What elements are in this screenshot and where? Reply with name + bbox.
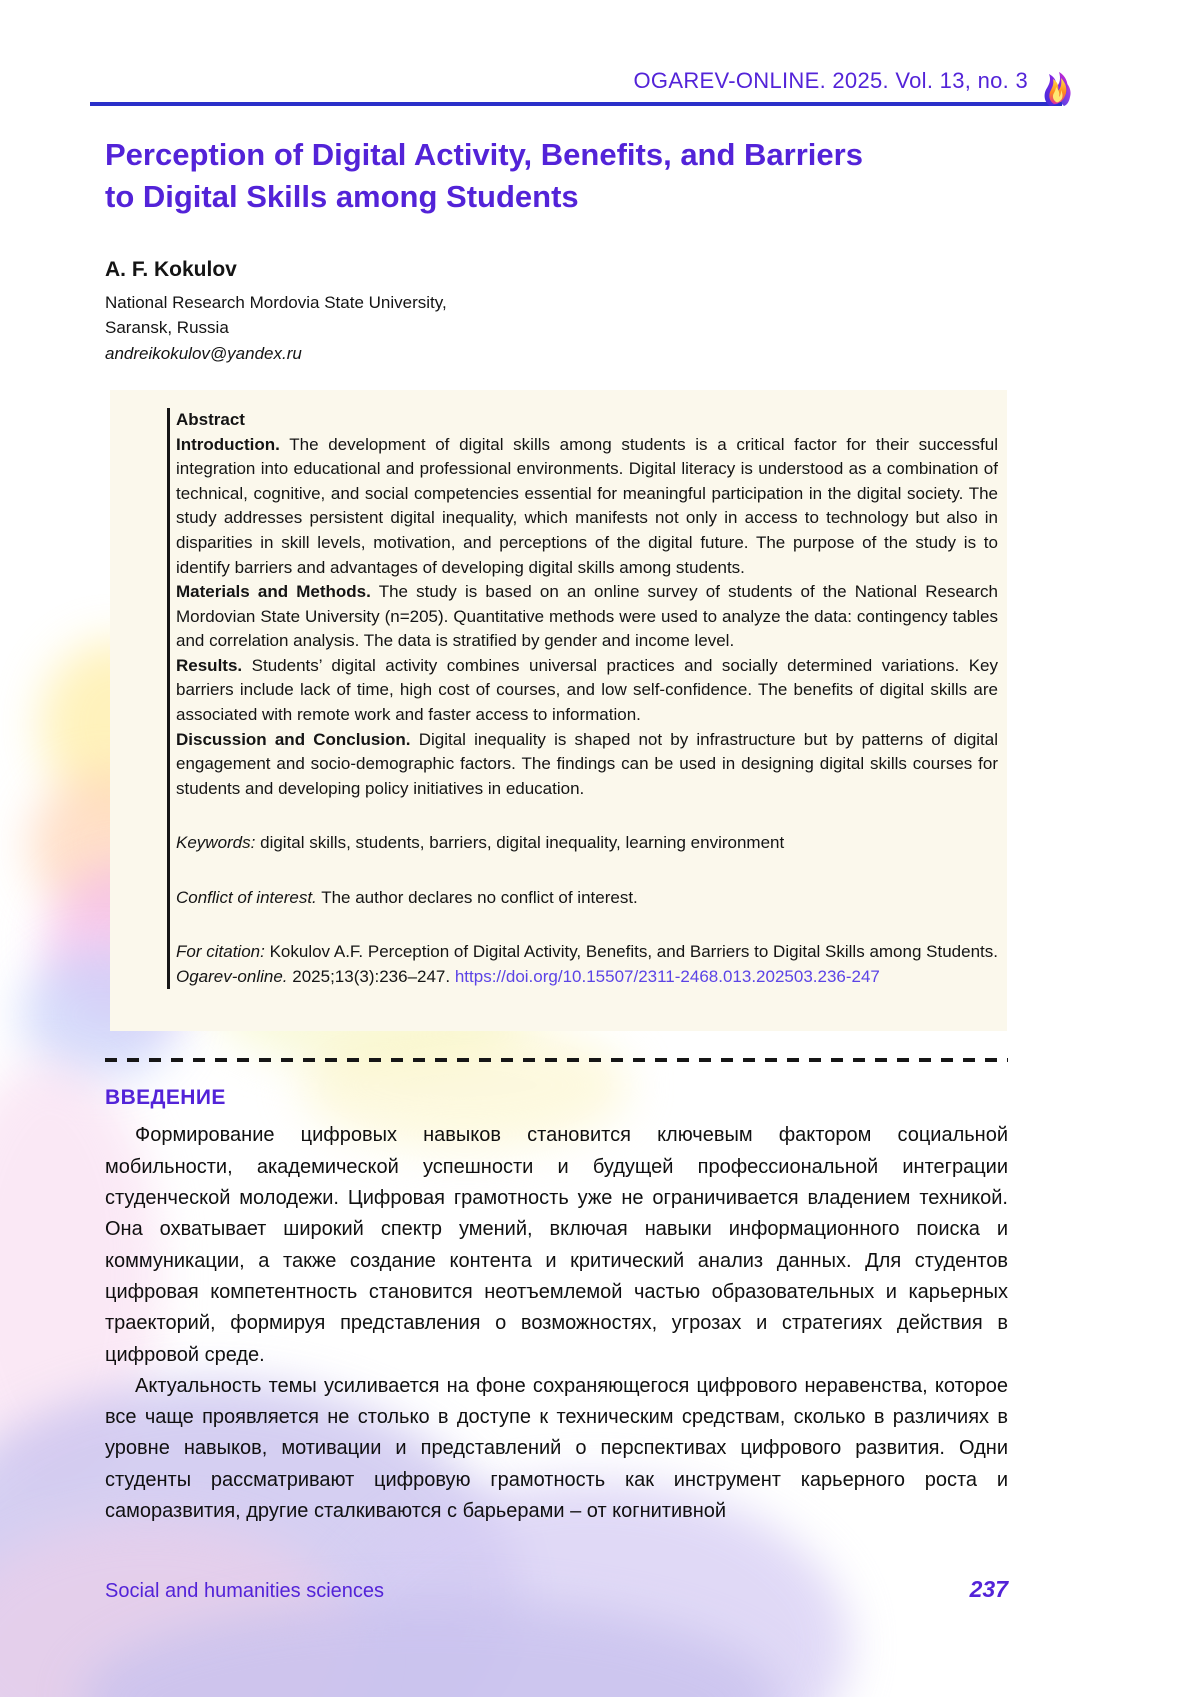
article-title-line1: Perception of Digital Activity, Benefits, and Barriers bbox=[105, 137, 863, 172]
author-name: A. F. Kokulov bbox=[105, 257, 237, 281]
keywords-text: digital skills, students, barriers, digital inequality, learning environment bbox=[260, 833, 785, 853]
footer-section-title: Social and humanities sciences bbox=[105, 1580, 385, 1602]
journal-title: OGAREV-ONLINE. 2025. Vol. 13, no. 3 bbox=[633, 68, 1028, 93]
citation-issue: 2025;13(3):236–247. bbox=[292, 966, 451, 986]
conflict-line bbox=[176, 886, 998, 911]
dashed-separator bbox=[105, 1058, 1008, 1062]
article-title bbox=[105, 134, 1020, 218]
abstract-results-text: Students’ digital activity combines universal practices and socially determined variations. Key barriers include lack of time, high cost of courses, and low self-confidence. The benefits of digital skills are associated with remote work and faster access to information. bbox=[176, 655, 998, 724]
author-affiliation: National Research Mordovia State University, bbox=[105, 292, 447, 312]
abstract-discussion-label: Discussion and Conclusion. bbox=[176, 729, 411, 749]
citation-label: For citation: bbox=[176, 942, 265, 962]
article-title-line2: to Digital Skills among Students bbox=[105, 178, 579, 214]
citation-journal: Ogarev-online. bbox=[176, 966, 288, 986]
section-heading-introduction: ВВЕДЕНИЕ bbox=[105, 1086, 226, 1110]
abstract-results bbox=[176, 654, 998, 728]
journal-header bbox=[90, 62, 1078, 100]
flame-icon bbox=[1038, 62, 1078, 106]
abstract-introduction bbox=[176, 433, 998, 580]
keywords-line bbox=[176, 831, 998, 856]
abstract-content bbox=[167, 408, 998, 989]
citation-text: Kokulov A.F. Perception of Digital Activity, Benefits, and Barriers to Digital Skills among Students. bbox=[269, 942, 998, 962]
page-footer bbox=[105, 1576, 1008, 1603]
doi-link[interactable]: https://doi.org/10.15507/2311-2468.013.202503.236-247 bbox=[454, 966, 880, 986]
citation-line bbox=[176, 940, 998, 989]
abstract-discussion-text: Digital inequality is shaped not by infrastructure but by patterns of digital engagement and socio-demographic factors. The findings can be used in designing digital skills courses for students and developing policy initiatives in education. bbox=[176, 729, 999, 798]
author-city: Saransk, Russia bbox=[105, 318, 229, 338]
abstract-heading: Abstract bbox=[176, 410, 245, 430]
abstract-methods-label: Materials and Methods. bbox=[176, 582, 371, 602]
author-email: andreikokulov@yandex.ru bbox=[105, 343, 302, 363]
header-rule bbox=[90, 102, 1062, 106]
keywords-label: Keywords: bbox=[176, 833, 256, 853]
intro-paragraph-2: Актуальность темы усиливается на фоне сохраняющегося цифрового неравенства, которое все чаще проявляется не столько в доступе к техническим средствам, сколько в различиях в уровне навыков, мотивации и представлений о перспективах цифрового развития. Одни студенты рассматривают цифровую грамотность как инструмент карьерного роста и саморазвития, другие сталкиваются с барьерами – от когнитивной bbox=[105, 1374, 1008, 1522]
conflict-text: The author declares no conflict of interest. bbox=[321, 887, 638, 907]
abstract-methods bbox=[176, 580, 998, 654]
abstract-introduction-text: The development of digital skills among students is a critical factor for their successful integration into educational and professional environments. Digital literacy is understood as a combination of technical, cognitive, and social competencies essential for meaningful participation in the digital society. The study addresses persistent digital inequality, which manifests not only in access to technology but also in disparities in skill levels, motivation, and perceptions of the digital future. The purpose of the study is to identify barriers and advantages of developing digital skills among students. bbox=[176, 434, 998, 577]
abstract-introduction-label: Introduction. bbox=[176, 434, 280, 454]
abstract-discussion bbox=[176, 728, 998, 802]
abstract-results-label: Results. bbox=[176, 655, 243, 675]
page-number: 237 bbox=[969, 1576, 1008, 1602]
intro-paragraph-1: Формирование цифровых навыков становится ключевым фактором социальной мобильности, академической успешности и будущей профессиональной интеграции студенческой молодежи. Цифровая грамотность уже не ограничивается владением техникой. Она охватывает широкий спектр умений, включая навыки информационного поиска и коммуникации, а также создание контента и критический анализ данных. Для студентов цифровая компетентность становится неотъемлемой частью образовательных и карьерных траекторий, формируя представления о возможностях, угрозах и стратегиях действия в цифровой среде. bbox=[105, 1124, 1008, 1366]
abstract-box bbox=[110, 390, 1007, 1031]
conflict-label: Conflict of interest. bbox=[176, 887, 317, 907]
abstract-methods-text: The study is based on an online survey of students of the National Research Mordovian State University (n=205). Quantitative methods were used to analyze the data: contingency tables and correlation analysis. The data is stratified by gender and income level. bbox=[176, 582, 998, 651]
author-block bbox=[105, 258, 1200, 367]
